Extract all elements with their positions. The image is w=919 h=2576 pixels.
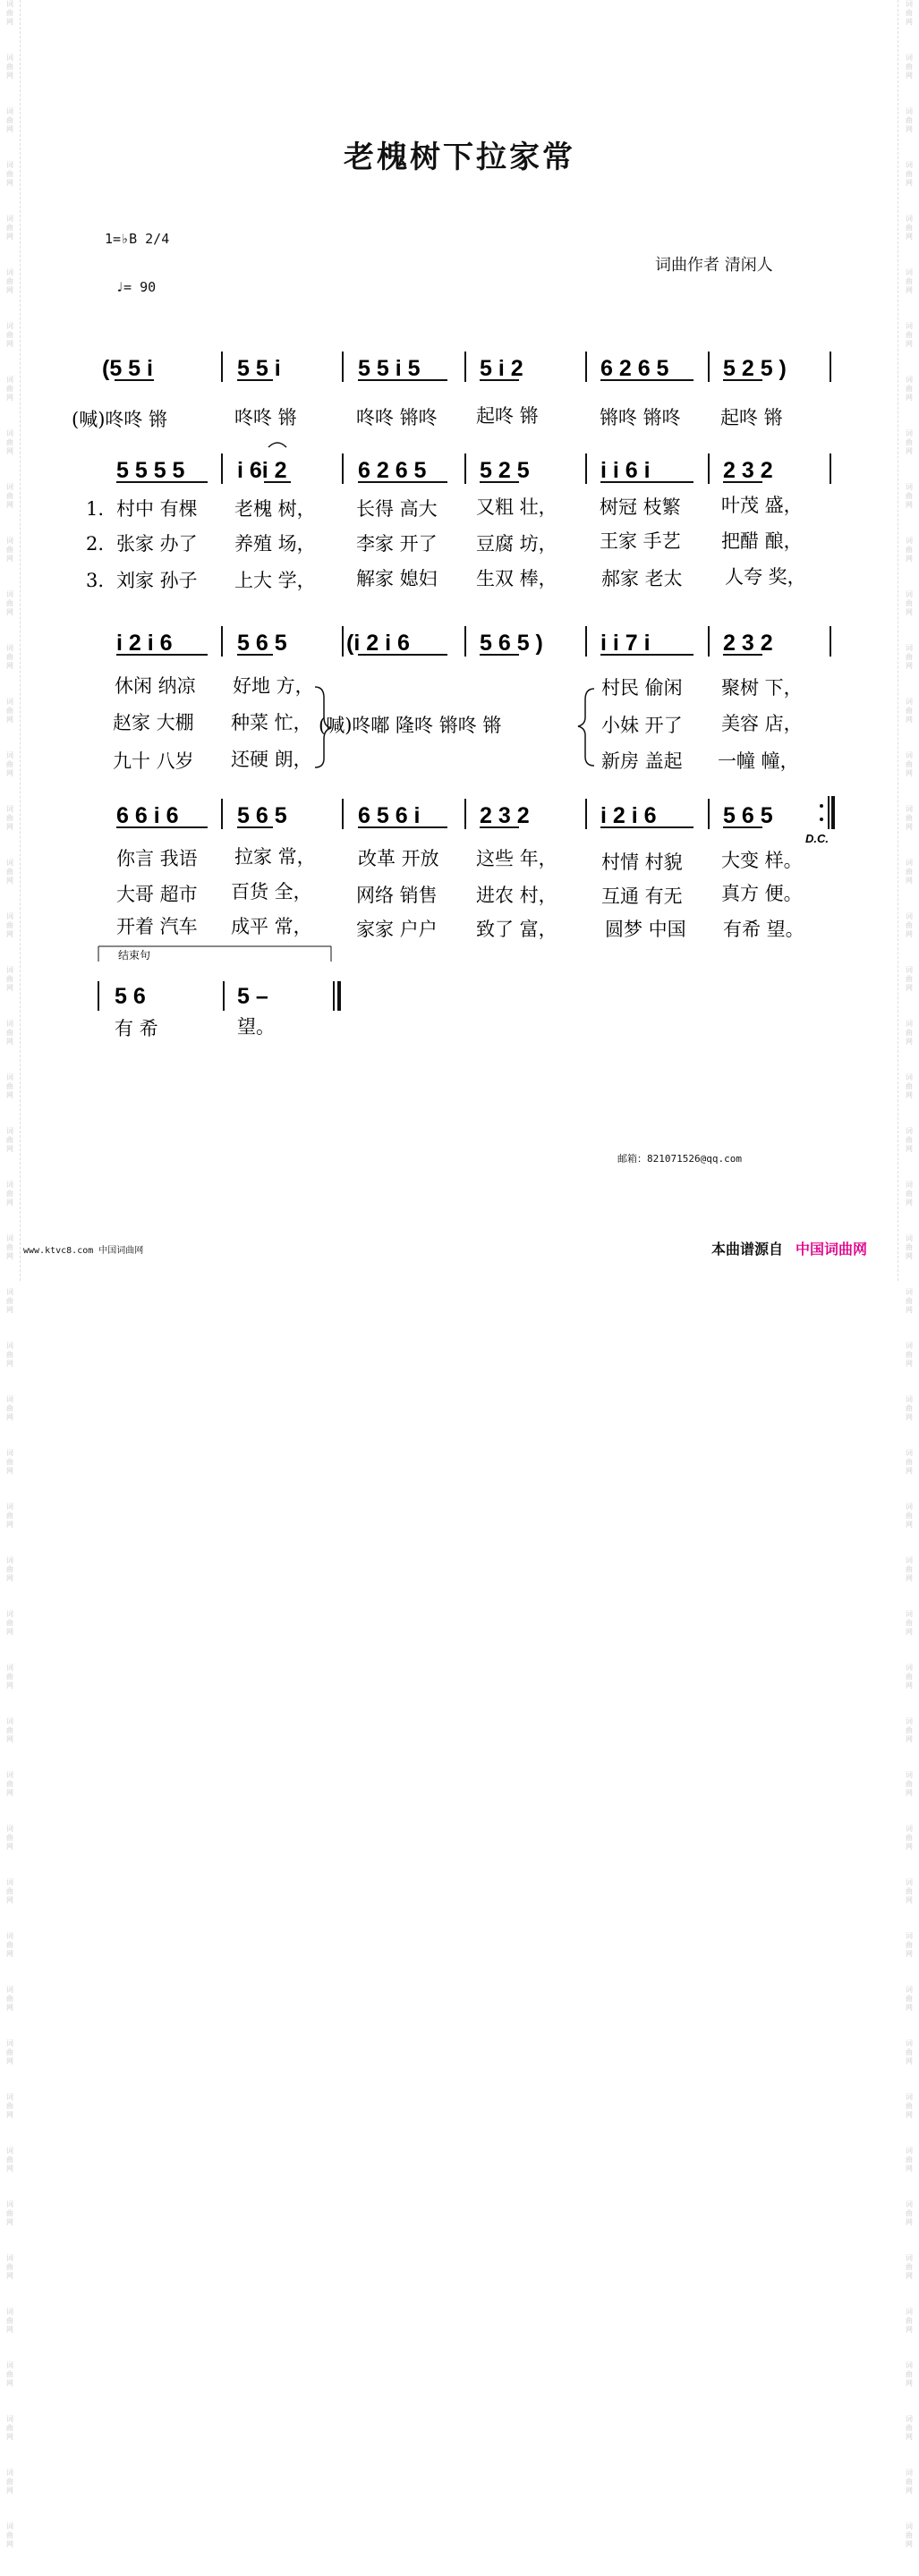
r3-v3-w4: 一幢 幢， [718, 750, 799, 772]
source-credit [711, 1238, 867, 1258]
row1-measure-6: 5 2 5 ) [723, 356, 787, 381]
r3-v1-w1: 休闲 纳凉 [115, 675, 196, 697]
row4-measure-5: i 2 i 6 [600, 803, 657, 828]
r4-v2-w6: 真方 便。 [721, 883, 803, 904]
r4-v2-w1: 大哥 超市 [116, 884, 198, 905]
r4-v1-w2: 拉家 常， [234, 846, 316, 868]
v2-num: 2. [86, 533, 105, 555]
r3-v3-w2: 还硬 朗， [231, 749, 312, 770]
r4-v1-w4: 这些 年， [476, 848, 557, 869]
ending-measure-2: 5 – [237, 984, 268, 1009]
r3-v2-w2: 种菜 忙， [231, 712, 312, 733]
author-credit: 词曲作者 清闲人 [655, 256, 773, 275]
row1-measure-3: 5 5 i 5 [358, 356, 421, 381]
v1-num: 1. [86, 498, 105, 520]
row1-word-2: 咚咚 锵 [234, 407, 297, 428]
v1-w5: 树冠 枝繁 [600, 496, 681, 518]
row2-measure-5: i i 6 i [600, 458, 651, 483]
v1-w6: 叶茂 盛， [721, 495, 803, 516]
row2-measure-4: 5 2 5 [480, 458, 530, 483]
row3-measure-5: i i 7 i [600, 631, 651, 656]
row1-measure-4: 5 i 2 [480, 356, 523, 381]
ending-measure-1: 5 6 [115, 984, 146, 1009]
v1-w2: 老槐 树， [234, 498, 316, 520]
v3-w2: 上大 学， [234, 570, 316, 591]
r3-v2-w3: 小妹 开了 [601, 715, 683, 736]
row2-measure-2: i 6i 2 [237, 458, 287, 483]
verse-bracket-left [578, 689, 594, 766]
row4-measure-3: 6 5 6 i [358, 803, 421, 828]
row1-word-3: 咚咚 锵咚 [356, 407, 438, 428]
row1-word-6: 起咚 锵 [720, 407, 783, 428]
v2-w6: 把醋 酿， [721, 530, 803, 552]
row2-measure-6: 2 3 2 [723, 458, 773, 483]
dc-mark: D.C. [805, 832, 829, 845]
r4-v3-w4: 致了 富， [476, 919, 557, 940]
ending-words-1: 有 希 [115, 1018, 158, 1039]
r3-v2-w4: 美容 店， [721, 713, 803, 734]
r4-v1-w3: 改革 开放 [358, 848, 439, 869]
row4-measure-4: 2 3 2 [480, 803, 530, 828]
row1-measure-5: 6 2 6 5 [600, 356, 669, 381]
repeat-dot-top [820, 804, 823, 808]
v2-w4: 豆腐 坊， [476, 533, 557, 555]
r4-v2-w4: 进农 村， [476, 885, 557, 906]
tempo-mark: ♩= 90 [115, 279, 157, 295]
r4-v3-w5: 圆梦 中国 [605, 919, 686, 940]
r3-v1-w3: 村民 偷闲 [601, 677, 683, 699]
row2-measure-3: 6 2 6 5 [358, 458, 427, 483]
shout-interlude: (喊)咚嘟 隆咚 锵咚 锵 [319, 715, 502, 736]
source-prefix: 本曲谱源自 [711, 1241, 784, 1258]
r3-v3-w3: 新房 盖起 [601, 750, 683, 772]
r3-v1-w2: 好地 方， [233, 675, 314, 697]
row3-measure-3: (i 2 i 6 [346, 631, 410, 656]
site-credit: www.ktvc8.com 中国词曲网 [23, 1246, 144, 1256]
r3-v2-w1: 赵家 大棚 [113, 712, 194, 733]
v3-w3: 解家 媳妇 [356, 568, 438, 589]
row1-measure-2: 5 5 i [237, 356, 281, 381]
source-brand: 中国词曲网 [796, 1241, 868, 1258]
v3-w4: 生双 棒， [476, 568, 557, 589]
v1-w3: 长得 高大 [356, 498, 438, 520]
v1-w4: 又粗 壮， [476, 496, 557, 518]
ending-words-2: 望。 [237, 1016, 275, 1038]
r4-v3-w3: 家家 户户 [356, 919, 438, 940]
r3-v1-w4: 聚树 下， [721, 677, 803, 699]
watermark-left: 词 曲 网 词 曲 网 词 曲 网 词 曲 网 词 曲 网 词 曲 网 词 曲 网 词 曲 网 词 曲 网 词 曲 网 词 曲 网 词 曲 网 词 曲 网 词 曲 网 词 曲 网 词 曲 网 词 曲 网 词 曲 网 词 曲 网 词 曲 网 词 曲 网 词 曲 网 词 曲 网 词 曲 网 词 曲 网 词 曲 网 词 曲 网 词 曲 网 词 曲 网 词 曲 网 词 曲 网 词 曲 网 词 曲 网 词 曲 网 词 曲 网 词 曲 网 词 曲 网 词 曲 网 词 曲 网 词 曲 网 词 曲 网 词 曲 网 词 曲 网 词 曲 网 词 曲 网 词 曲 网 词 曲 网 词 曲 网 [6, 0, 13, 2548]
r4-v3-w6: 有希 望。 [723, 919, 804, 940]
row3-measure-1: i 2 i 6 [116, 631, 173, 656]
r3-v3-w1: 九十 八岁 [113, 750, 194, 772]
row4-measure-6: 5 6 5 [723, 803, 773, 828]
r4-v1-w1: 你言 我语 [116, 848, 198, 869]
watermark-right: 词 曲 网 词 曲 网 词 曲 网 词 曲 网 词 曲 网 词 曲 网 词 曲 网 词 曲 网 词 曲 网 词 曲 网 词 曲 网 词 曲 网 词 曲 网 词 曲 网 词 曲 网 词 曲 网 词 曲 网 词 曲 网 词 曲 网 词 曲 网 词 曲 网 词 曲 网 词 曲 网 词 曲 网 词 曲 网 词 曲 网 词 曲 网 词 曲 网 词 曲 网 词 曲 网 词 曲 网 词 曲 网 词 曲 网 词 曲 网 词 曲 网 词 曲 网 词 曲 网 词 曲 网 词 曲 网 词 曲 网 词 曲 网 词 曲 网 词 曲 网 词 曲 网 词 曲 网 词 曲 网 词 曲 网 词 曲 网 [906, 0, 913, 2548]
row4-measure-1: 6 6 i 6 [116, 803, 179, 828]
row1-measure-1: (5 5 i [102, 356, 153, 381]
v2-w5: 王家 手艺 [600, 530, 681, 552]
row2-slur [268, 443, 286, 447]
v1-w1: 村中 有棵 [116, 498, 198, 520]
row3-measure-4: 5 6 5 ) [480, 631, 543, 656]
contact-email: 邮箱：821071526@qq.com [617, 1153, 742, 1165]
row1-word-5: 锵咚 锵咚 [600, 407, 681, 428]
row4-measure-2: 5 6 5 [237, 803, 287, 828]
r4-v2-w5: 互通 有无 [601, 886, 683, 907]
v2-w3: 李家 开了 [356, 533, 438, 555]
v2-w1: 张家 办了 [116, 533, 198, 555]
r4-v2-w3: 网络 销售 [356, 885, 438, 906]
v3-num: 3. [86, 570, 105, 591]
repeat-dot-bottom [820, 818, 823, 821]
row1-word-4: 起咚 锵 [476, 405, 539, 427]
r4-v1-w5: 村情 村貌 [601, 852, 683, 873]
page-title: 老槐树下拉家常 [344, 140, 575, 175]
v3-w6: 人夸 奖， [725, 566, 806, 588]
ending-label: 结束句 [118, 949, 151, 962]
r4-v3-w2: 成平 常， [231, 916, 312, 937]
r4-v1-w6: 大变 样。 [721, 850, 803, 871]
row2-measure-1: 5 5 5 5 [116, 458, 185, 483]
r4-v2-w2: 百货 全， [231, 881, 312, 902]
v3-w5: 郝家 老太 [601, 568, 683, 589]
row1-word-1: (喊)咚咚 锵 [72, 409, 168, 430]
v2-w2: 养殖 场， [234, 533, 316, 555]
v3-w1: 刘家 孙子 [116, 570, 198, 591]
key-signature: 1=♭B 2/4 [105, 231, 170, 247]
r4-v3-w1: 开着 汽车 [116, 916, 198, 937]
row3-measure-6: 2 3 2 [723, 631, 773, 656]
row3-measure-2: 5 6 5 [237, 631, 287, 656]
